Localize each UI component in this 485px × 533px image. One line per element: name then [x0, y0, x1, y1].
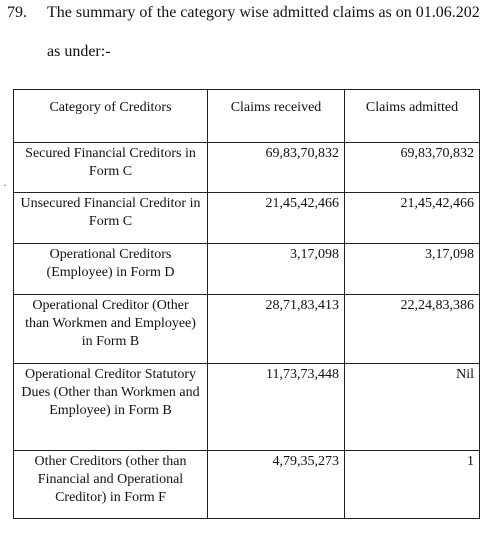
category-cell: Unsecured Financial Creditor in Form C [14, 193, 208, 244]
category-cell: Other Creditors (other than Financial and Operational Creditor) in Form F [14, 451, 208, 519]
category-cell: Operational Creditor (Other than Workmen and Employee) in Form B [14, 295, 208, 364]
claims-admitted-cell: 3,17,098 [345, 244, 480, 295]
paragraph-text-line-1: The summary of the category wise admitted claims as on 01.06.202 [47, 4, 480, 21]
category-cell: Operational Creditors (Employee) in Form D [14, 244, 208, 295]
claims-received-cell: 3,17,098 [208, 244, 345, 295]
claims-summary-table [13, 89, 480, 519]
claims-received-cell: 11,73,73,448 [208, 364, 345, 451]
table-row [14, 364, 480, 451]
paragraph-text-line-2: as under:- [47, 43, 111, 60]
claims-admitted-cell: 21,45,42,466 [345, 193, 480, 244]
stray-dot-mark: · [3, 178, 7, 192]
table-row [14, 244, 480, 295]
paragraph-number: 79. [7, 4, 27, 21]
header-claims-admitted: Claims admitted [345, 90, 480, 143]
table-row [14, 193, 480, 244]
claims-received-cell: 21,45,42,466 [208, 193, 345, 244]
category-cell: Operational Creditor Statutory Dues (Other than Workmen and Employee) in Form B [14, 364, 208, 451]
claims-admitted-cell: 1 [345, 451, 480, 519]
claims-received-cell: 28,71,83,413 [208, 295, 345, 364]
claims-admitted-cell: 22,24,83,386 [345, 295, 480, 364]
category-cell: Secured Financial Creditors in Form C [14, 143, 208, 193]
claims-admitted-cell: Nil [345, 364, 480, 451]
table-row [14, 295, 480, 364]
table-row [14, 143, 480, 193]
table-row [14, 451, 480, 519]
claims-received-cell: 69,83,70,832 [208, 143, 345, 193]
claims-admitted-cell: 69,83,70,832 [345, 143, 480, 193]
header-claims-received: Claims received [208, 90, 345, 143]
table-header-row [14, 90, 480, 143]
claims-received-cell: 4,79,35,273 [208, 451, 345, 519]
header-category: Category of Creditors [14, 90, 208, 143]
